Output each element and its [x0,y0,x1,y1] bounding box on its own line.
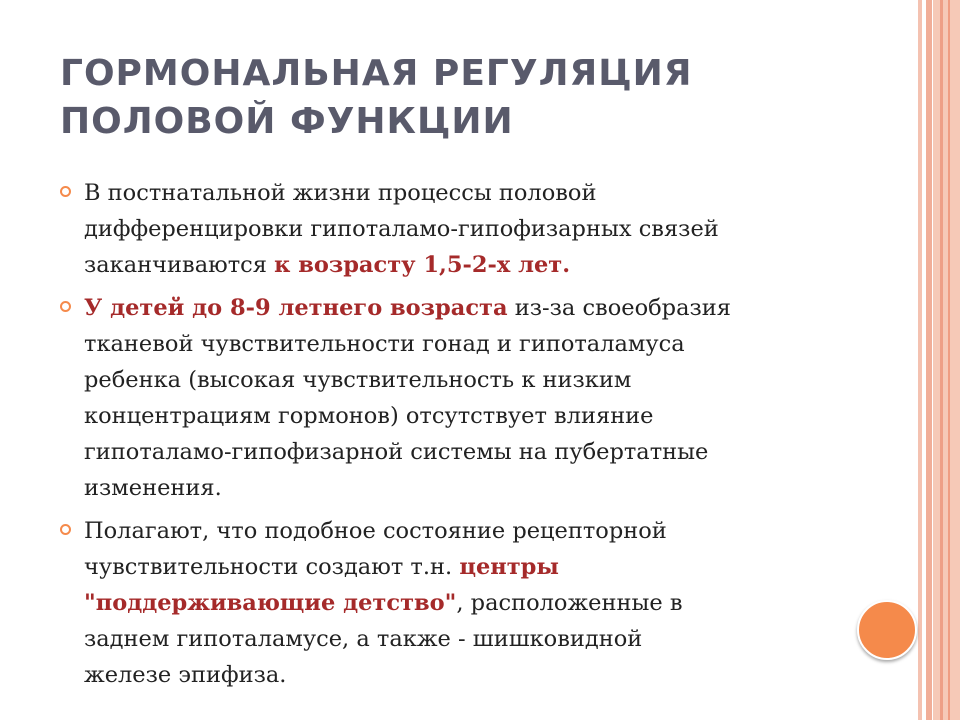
bullet-text: концентрациям гормонов) отсутствует влияние [84,403,654,429]
orange-circle-icon [857,600,917,660]
highlighted-text: центры [459,554,559,580]
decorative-stripe [918,0,922,720]
decorative-stripe [933,0,960,720]
bullet-text: , расположенные в [456,590,683,616]
bullet-text: изменения. [84,475,222,501]
hollow-circle-bullet-icon [60,524,71,535]
bullet-text: В постнатальной жизни процессы половой [84,180,597,206]
slide-title-line: ПОЛОВОЙ ФУНКЦИИ [60,101,514,142]
hollow-circle-bullet-icon [60,301,71,312]
decorative-stripe [940,0,943,720]
bullet-text: заднем гипоталамусе, а также - шишковидной [84,626,643,652]
highlighted-text: У детей до 8-9 летнего возраста [84,295,508,321]
bullet-list [60,175,860,700]
hollow-circle-bullet-icon [60,186,71,197]
bullet-item [60,290,860,506]
highlighted-text: "поддерживающие детство" [84,590,457,616]
bullet-text: чувствительности создают т.н. [84,554,460,580]
bullet-text: дифференцировки гипоталамо-гипофизарных связей [84,216,719,242]
bullet-item [60,513,860,693]
bullet-text: из-за своеобразия [507,295,731,321]
bullet-text: железе эпифиза. [84,662,287,688]
bullet-text: заканчиваются [84,252,275,278]
highlighted-text: к возрасту 1,5-2-х лет. [274,252,571,278]
bullet-text: Полагают, что подобное состояние рецепторной [84,518,667,544]
bullet-text: тканевой чувствительности гонад и гипоталамуса [84,331,685,357]
decorative-stripe [948,0,950,720]
slide-title [60,50,900,146]
decorative-stripe [926,0,932,720]
bullet-text: ребенка (высокая чувствительность к низким [84,367,632,393]
slide-title-line: ГОРМОНАЛЬНАЯ РЕГУЛЯЦИЯ [60,53,693,94]
bullet-text: гипоталамо-гипофизарной системы на пубертатные [84,439,709,465]
bullet-item [60,175,860,283]
